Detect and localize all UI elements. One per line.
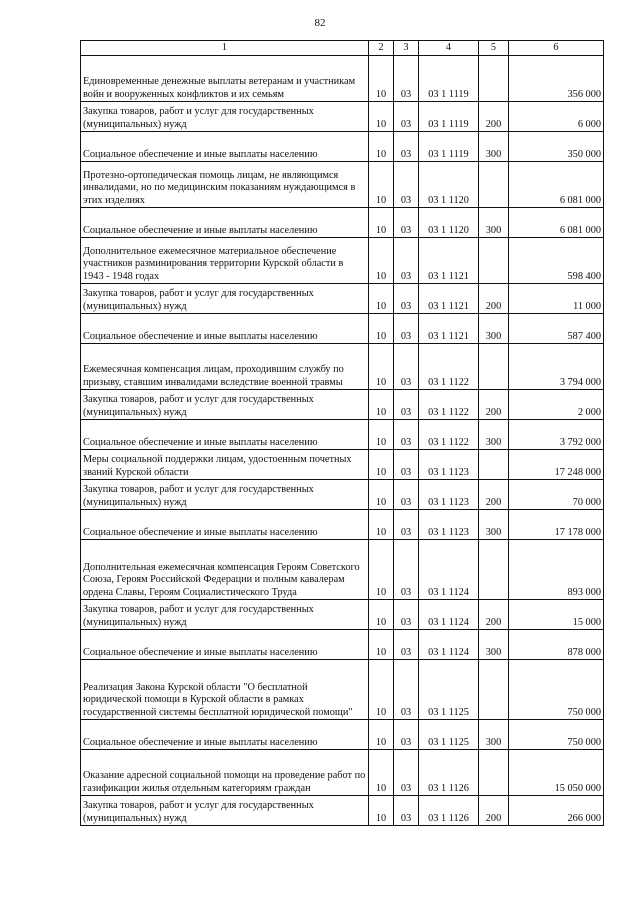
cell-section: 10	[369, 284, 394, 314]
cell-subsection: 03	[394, 132, 419, 162]
cell-expense-type	[479, 750, 509, 796]
cell-section: 10	[369, 162, 394, 208]
table-row	[81, 56, 604, 102]
cell-section: 10	[369, 600, 394, 630]
cell-amount: 893 000	[509, 540, 604, 600]
cell-section: 10	[369, 208, 394, 238]
cell-amount: 6 000	[509, 102, 604, 132]
cell-target-article: 03 1 1123	[419, 510, 479, 540]
table-row	[81, 796, 604, 826]
cell-expense-type: 200	[479, 600, 509, 630]
cell-expense-type	[479, 450, 509, 480]
cell-section: 10	[369, 314, 394, 344]
cell-target-article: 03 1 1120	[419, 208, 479, 238]
cell-name: Закупка товаров, работ и услуг для государственных (муниципальных) нужд	[81, 600, 369, 630]
cell-amount: 17 248 000	[509, 450, 604, 480]
cell-subsection: 03	[394, 480, 419, 510]
cell-name: Социальное обеспечение и иные выплаты населению	[81, 132, 369, 162]
cell-section: 10	[369, 238, 394, 284]
cell-amount: 6 081 000	[509, 208, 604, 238]
cell-amount: 15 000	[509, 600, 604, 630]
cell-expense-type	[479, 344, 509, 390]
cell-section: 10	[369, 450, 394, 480]
table-row	[81, 450, 604, 480]
cell-section: 10	[369, 390, 394, 420]
table-row	[81, 162, 604, 208]
cell-name: Протезно-ортопедическая помощь лицам, не являющимся инвалидами, но по медицинским показаниям нуждающимся в этих изделиях	[81, 162, 369, 208]
table-body	[81, 56, 604, 826]
table-row	[81, 390, 604, 420]
cell-target-article: 03 1 1125	[419, 720, 479, 750]
cell-section: 10	[369, 796, 394, 826]
cell-amount: 266 000	[509, 796, 604, 826]
cell-subsection: 03	[394, 450, 419, 480]
table-row	[81, 510, 604, 540]
cell-target-article: 03 1 1121	[419, 238, 479, 284]
cell-expense-type	[479, 540, 509, 600]
cell-subsection: 03	[394, 720, 419, 750]
cell-name: Дополнительная ежемесячная компенсация Героям Советского Союза, Героям Российской Федерации и полным кавалерам ордена Славы, Героям Социалистического Труда	[81, 540, 369, 600]
table-row	[81, 660, 604, 720]
cell-amount: 587 400	[509, 314, 604, 344]
cell-subsection: 03	[394, 630, 419, 660]
cell-section: 10	[369, 102, 394, 132]
cell-subsection: 03	[394, 420, 419, 450]
cell-amount: 6 081 000	[509, 162, 604, 208]
cell-section: 10	[369, 344, 394, 390]
cell-expense-type: 300	[479, 510, 509, 540]
cell-target-article: 03 1 1124	[419, 540, 479, 600]
cell-name: Социальное обеспечение и иные выплаты населению	[81, 208, 369, 238]
cell-expense-type	[479, 660, 509, 720]
cell-target-article: 03 1 1125	[419, 660, 479, 720]
table-row	[81, 630, 604, 660]
cell-name: Ежемесячная компенсация лицам, проходившим службу по призыву, ставшим инвалидами вследствие военной травмы	[81, 344, 369, 390]
cell-target-article: 03 1 1119	[419, 132, 479, 162]
cell-target-article: 03 1 1121	[419, 284, 479, 314]
cell-expense-type: 200	[479, 390, 509, 420]
cell-subsection: 03	[394, 600, 419, 630]
cell-name: Социальное обеспечение и иные выплаты населению	[81, 314, 369, 344]
table-row	[81, 600, 604, 630]
cell-expense-type	[479, 56, 509, 102]
cell-subsection: 03	[394, 208, 419, 238]
cell-subsection: 03	[394, 510, 419, 540]
cell-subsection: 03	[394, 238, 419, 284]
header-row	[81, 41, 604, 56]
cell-expense-type: 300	[479, 720, 509, 750]
table-row	[81, 314, 604, 344]
cell-subsection: 03	[394, 162, 419, 208]
table-row	[81, 480, 604, 510]
cell-name: Социальное обеспечение и иные выплаты населению	[81, 510, 369, 540]
cell-amount: 750 000	[509, 660, 604, 720]
cell-expense-type: 300	[479, 132, 509, 162]
cell-amount: 750 000	[509, 720, 604, 750]
cell-target-article: 03 1 1123	[419, 480, 479, 510]
cell-subsection: 03	[394, 314, 419, 344]
cell-section: 10	[369, 540, 394, 600]
budget-table	[80, 40, 604, 826]
table-row	[81, 750, 604, 796]
cell-name: Закупка товаров, работ и услуг для государственных (муниципальных) нужд	[81, 102, 369, 132]
cell-target-article: 03 1 1124	[419, 630, 479, 660]
cell-subsection: 03	[394, 660, 419, 720]
cell-amount: 350 000	[509, 132, 604, 162]
table-row	[81, 208, 604, 238]
cell-section: 10	[369, 750, 394, 796]
cell-amount: 15 050 000	[509, 750, 604, 796]
cell-section: 10	[369, 630, 394, 660]
cell-target-article: 03 1 1122	[419, 390, 479, 420]
cell-name: Реализация Закона Курской области "О бесплатной юридической помощи в Курской области в рамках государственной системы бесплатной юридической помощи"	[81, 660, 369, 720]
cell-target-article: 03 1 1123	[419, 450, 479, 480]
cell-target-article: 03 1 1122	[419, 344, 479, 390]
cell-target-article: 03 1 1119	[419, 102, 479, 132]
cell-expense-type: 300	[479, 630, 509, 660]
cell-amount: 3 794 000	[509, 344, 604, 390]
cell-amount: 878 000	[509, 630, 604, 660]
cell-target-article: 03 1 1119	[419, 56, 479, 102]
cell-name: Закупка товаров, работ и услуг для государственных (муниципальных) нужд	[81, 390, 369, 420]
cell-expense-type: 300	[479, 314, 509, 344]
table-row	[81, 540, 604, 600]
table-row	[81, 238, 604, 284]
cell-expense-type: 300	[479, 208, 509, 238]
cell-amount: 356 000	[509, 56, 604, 102]
cell-target-article: 03 1 1122	[419, 420, 479, 450]
table-row	[81, 284, 604, 314]
cell-expense-type: 200	[479, 480, 509, 510]
header-col-3: 3	[394, 41, 419, 56]
table-header	[81, 41, 604, 56]
cell-expense-type: 200	[479, 102, 509, 132]
cell-subsection: 03	[394, 390, 419, 420]
cell-target-article: 03 1 1121	[419, 314, 479, 344]
cell-expense-type: 200	[479, 284, 509, 314]
table-row	[81, 420, 604, 450]
cell-subsection: 03	[394, 540, 419, 600]
cell-section: 10	[369, 56, 394, 102]
cell-name: Закупка товаров, работ и услуг для государственных (муниципальных) нужд	[81, 796, 369, 826]
table-row	[81, 132, 604, 162]
cell-expense-type	[479, 238, 509, 284]
cell-section: 10	[369, 480, 394, 510]
cell-section: 10	[369, 510, 394, 540]
header-col-5: 5	[479, 41, 509, 56]
cell-section: 10	[369, 420, 394, 450]
cell-name: Закупка товаров, работ и услуг для государственных (муниципальных) нужд	[81, 480, 369, 510]
cell-section: 10	[369, 720, 394, 750]
cell-subsection: 03	[394, 750, 419, 796]
cell-subsection: 03	[394, 344, 419, 390]
cell-amount: 11 000	[509, 284, 604, 314]
cell-subsection: 03	[394, 56, 419, 102]
table-row	[81, 102, 604, 132]
cell-amount: 17 178 000	[509, 510, 604, 540]
cell-amount: 598 400	[509, 238, 604, 284]
cell-name: Закупка товаров, работ и услуг для государственных (муниципальных) нужд	[81, 284, 369, 314]
cell-name: Оказание адресной социальной помощи на проведение работ по газификации жилья отдельным категориям граждан	[81, 750, 369, 796]
cell-amount: 70 000	[509, 480, 604, 510]
header-col-2: 2	[369, 41, 394, 56]
cell-name: Социальное обеспечение и иные выплаты населению	[81, 420, 369, 450]
cell-expense-type	[479, 162, 509, 208]
cell-section: 10	[369, 132, 394, 162]
cell-section: 10	[369, 660, 394, 720]
cell-name: Социальное обеспечение и иные выплаты населению	[81, 630, 369, 660]
cell-subsection: 03	[394, 284, 419, 314]
cell-expense-type: 300	[479, 420, 509, 450]
page-number: 82	[314, 17, 326, 29]
cell-expense-type: 200	[479, 796, 509, 826]
cell-name: Дополнительное ежемесячное материальное обеспечение участников разминирования территории Курской области в 1943 - 1948 годах	[81, 238, 369, 284]
header-col-6: 6	[509, 41, 604, 56]
cell-name: Социальное обеспечение и иные выплаты населению	[81, 720, 369, 750]
table-row	[81, 344, 604, 390]
header-col-1: 1	[81, 41, 369, 56]
cell-subsection: 03	[394, 796, 419, 826]
cell-name: Единовременные денежные выплаты ветеранам и участникам войн и вооруженных конфликтов и их семьям	[81, 56, 369, 102]
cell-amount: 3 792 000	[509, 420, 604, 450]
cell-subsection: 03	[394, 102, 419, 132]
cell-target-article: 03 1 1120	[419, 162, 479, 208]
cell-target-article: 03 1 1126	[419, 750, 479, 796]
table-row	[81, 720, 604, 750]
cell-target-article: 03 1 1124	[419, 600, 479, 630]
header-col-4: 4	[419, 41, 479, 56]
cell-amount: 2 000	[509, 390, 604, 420]
cell-target-article: 03 1 1126	[419, 796, 479, 826]
cell-name: Меры социальной поддержки лицам, удостоенным почетных званий Курской области	[81, 450, 369, 480]
